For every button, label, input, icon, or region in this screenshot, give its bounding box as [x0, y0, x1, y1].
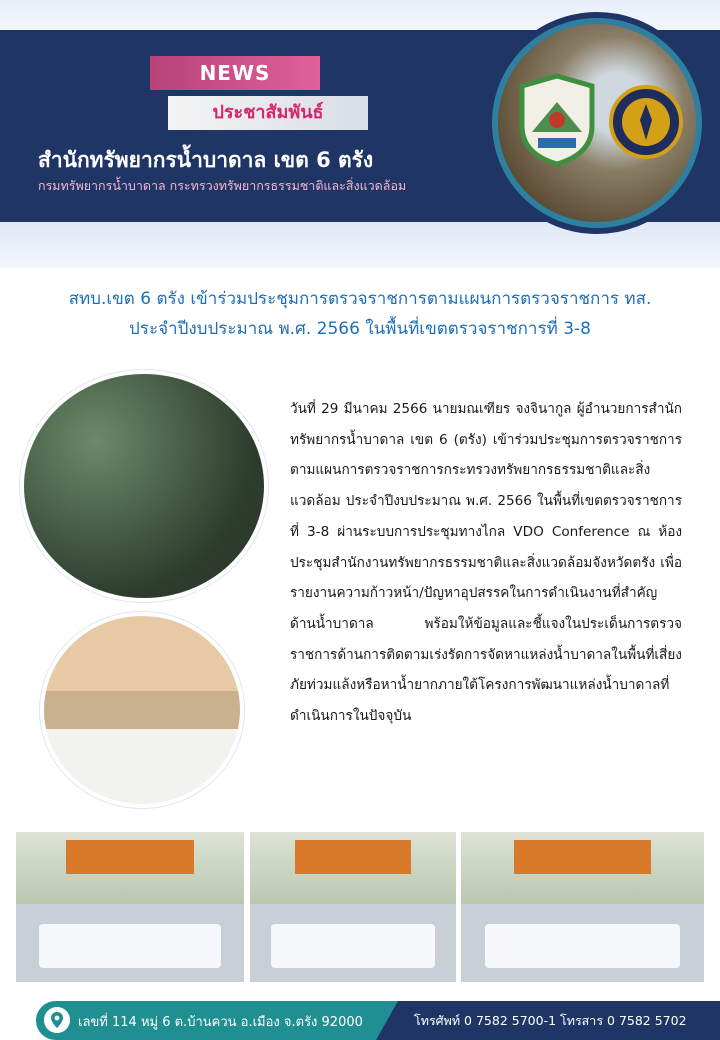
- headline-line-2: ประจำปีงบประมาณ พ.ศ. 2566 ในพื้นที่เขตตรวจราชการที่ 3-8: [129, 319, 591, 339]
- org-subtitle: กรมทรัพยากรน้ำบาดาล กระทรวงทรัพยากรธรรมชาติและสิ่งแวดล้อม: [38, 178, 407, 193]
- headline: [20, 284, 700, 344]
- meeting-room-photo-2: [250, 832, 456, 982]
- news-tag: NEWS: [150, 56, 320, 90]
- footer-divider: [376, 1001, 398, 1040]
- meeting-room-photo-3: [461, 832, 704, 982]
- meeting-participants-photo: [40, 612, 244, 808]
- headline-line-1: สทบ.เขต 6 ตรัง เข้าร่วมประชุมการตรวจราชการตามแผนการตรวจราชการ ทส.: [68, 289, 652, 309]
- province-seal-icon: [514, 72, 600, 168]
- footer-phone: โทรศัพท์ 0 7582 5700-1 โทรสาร 0 7582 5702: [414, 1013, 687, 1028]
- director-portrait-photo: [20, 370, 268, 602]
- org-title: สำนักทรัพยากรน้ำบาดาล เขต 6 ตรัง: [38, 148, 374, 172]
- department-seal-icon: [608, 84, 684, 160]
- location-pin-icon: [44, 1007, 70, 1033]
- news-paragraph: วันที่ 29 มีนาคม 2566 นายมณเฑียร จงจินากูล ผู้อำนวยการสำนักทรัพยากรน้ำบาดาล เขต 6 (ตรัง) เข้าร่วมประชุมการตรวจราชการตามแผนการตรวจราชการกระทรวงทรัพยากรธรรมชาติและสิ่งแวดล้อม ประจำปีงบประมาณ พ.ศ. 2566 ในพื้นที่เขตตรวจราชการที่ 3-8 ผ่านระบบการประชุมทางไกล VDO Conference ณ ห้องประชุมสำนักงานทรัพยากรธรรมชาติและสิ่งแวดล้อมจังหวัดตรัง เพื่อรายงานความก้าวหน้า/ปัญหาอุปสรรคในการดำเนินงานที่สำคัญด้านน้ำบาดาล พร้อมให้ข้อมูลและชี้แจงในประเด็นการตรวจราชการด้านการติดตามเร่งรัดการจัดหาแหล่งน้ำบาดาลในพื้นที่เสี่ยงภัยท่วมแล้งหรือหาน้ำยากภายใต้โครงการพัฒนาแหล่งน้ำบาดาลที่ดำเนินการในปัจจุบัน: [290, 401, 682, 725]
- meeting-room-photo-1: [16, 832, 244, 982]
- pr-tag: ประชาสัมพันธ์: [168, 96, 368, 130]
- footer-address: เลขที่ 114 หมู่ 6 ต.บ้านควน อ.เมือง จ.ตรัง 92000: [78, 1015, 363, 1030]
